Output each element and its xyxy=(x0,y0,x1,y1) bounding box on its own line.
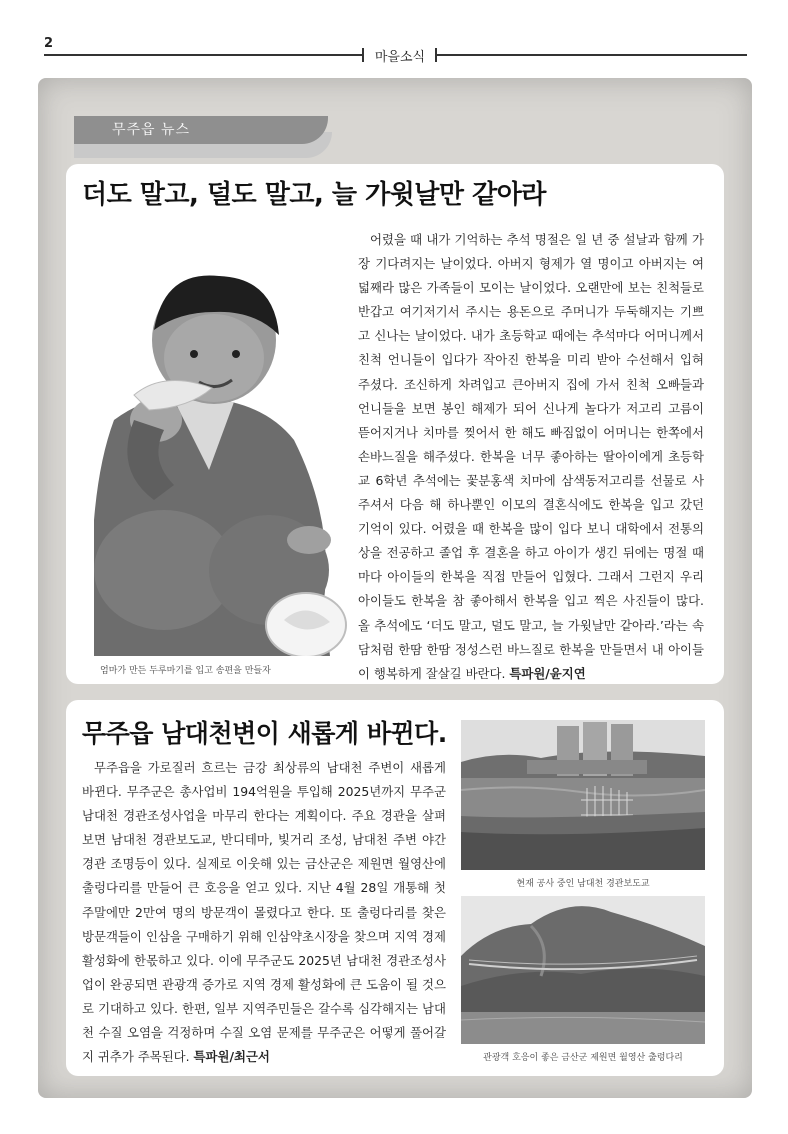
suspension-bridge-photo xyxy=(461,896,705,1044)
section-title: 마을소식 xyxy=(374,50,426,65)
article1-headline: 더도 말고, 덜도 말고, 늘 가윗날만 같아라 xyxy=(82,180,546,210)
article1-byline: 특파원/윤지연 xyxy=(509,665,586,681)
article1-body xyxy=(358,228,704,686)
article2-headline: 무주읍 남대천변이 새롭게 바뀐다. xyxy=(82,719,447,748)
section-tag-label: 무주읍 뉴스 xyxy=(112,122,191,138)
header-rule-right xyxy=(437,54,747,56)
article2-photo-caption-bottom: 관광객 호응이 좋은 금산군 제원면 월영산 출렁다리 xyxy=(483,1053,683,1063)
river-construction-photo xyxy=(461,720,705,870)
article2-byline: 특파원/최근서 xyxy=(193,1049,270,1065)
article1-body-text: 어렸을 때 내가 기억하는 추석 명절은 일 년 중 설날과 함께 가장 기다려지는 날이었다. 아버지 형제가 열 명이고 아버지는 여덟째라 많은 가족들이 모이는 날이었다. 오랜만에 보는 친척들로 반갑고 여기저기서 주시는 용돈으로 주머니가 두둑해지는 기쁘고 신나는 날이었다. 내가 초등학교 때에는 추석마다 어머니께서 친척 언니들이 입다가 작아진 한복을 미리 받아 수선해서 입혀 주셨다. 조신하게 차려입고 큰아버지 집에 가서 친척 오빠들과 언니들을 보면 봉인 해제가 되어 신나게 놀다가 저고리 고름이 뜯어지거나 치마를 찢어서 한 해도 빠짐없이 어머니는 한쪽에서 손바느질을 해주셨다. 한복을 너무 좋아하는 딸아이에게 초등학교 6학년 추석에는 꽃분홍색 치마에 삼색동저고리를 선물로 사주셔서 다음 해 하나뿐인 이모의 결혼식에도 한복을 입고 갔던 기억이 있다. 어렸을 때 한복을 많이 입다 보니 대학에서 전통의상을 전공하고 졸업 후 결혼을 하고 아이가 생긴 뒤에는 명절 때마다 아이들의 한복을 직접 만들어 입혔다. 그래서 그런지 우리 아이들도 한복을 참 좋아해서 한복을 입고 찍은 사진들이 많다. 올 추석에도 ‘더도 말고, 덜도 말고, 늘 가윗날만 같아라.’라는 속담처럼 한땀 한땀 정성스런 바느질로 한복을 만들면서 내 아이들이 행복하게 잘살길 바란다. xyxy=(358,232,704,681)
article2-body xyxy=(82,756,446,1069)
page-number: 2 xyxy=(44,36,54,51)
child-hanbok-photo xyxy=(94,270,350,656)
article2-photo-caption-top: 현재 공사 중인 남대천 경관보도교 xyxy=(516,879,650,889)
article1-photo-caption: 엄마가 만든 두루마기를 입고 송편을 만들자 xyxy=(100,666,271,676)
article2-body-text: 무주읍을 가로질러 흐르는 금강 최상류의 남대천 주변이 새롭게 바뀐다. 무주군은 총사업비 194억원을 투입해 2025년까지 무주군 남대천 경관조성사업을 마무리 한다는 계획이다. 주요 경관을 살펴보면 남대천 경관보도교, 반디테마, 빛거리 조성, 남대천 주변 야간 경관 조명등이 있다. 실제로 이웃해 있는 금산군은 제원면 월영산에 출렁다리를 만들어 큰 호응을 얻고 있다. 지난 4월 28일 개통해 첫 주말에만 2만여 명의 방문객이 몰렸다고 한다. 또 출렁다리를 찾은 방문객들이 인삼을 구매하기 위해 인삼약초시장을 찾으며 지역 경제 활성화에 한몫하고 있다. 이에 무주군도 2025년 남대천 경관조성사업이 완공되면 관광객 증가로 지역 경제 활성화에 큰 도움이 될 것으로 기대하고 있다. 한편, 일부 지역주민들은 갈수록 심각해지는 남대천 수질 오염을 걱정하며 수질 오염 문제를 무주군은 어떻게 풀어갈지 귀추가 주목된다. xyxy=(82,760,446,1065)
header-tick-left xyxy=(362,48,364,62)
header-rule-left xyxy=(44,54,362,56)
